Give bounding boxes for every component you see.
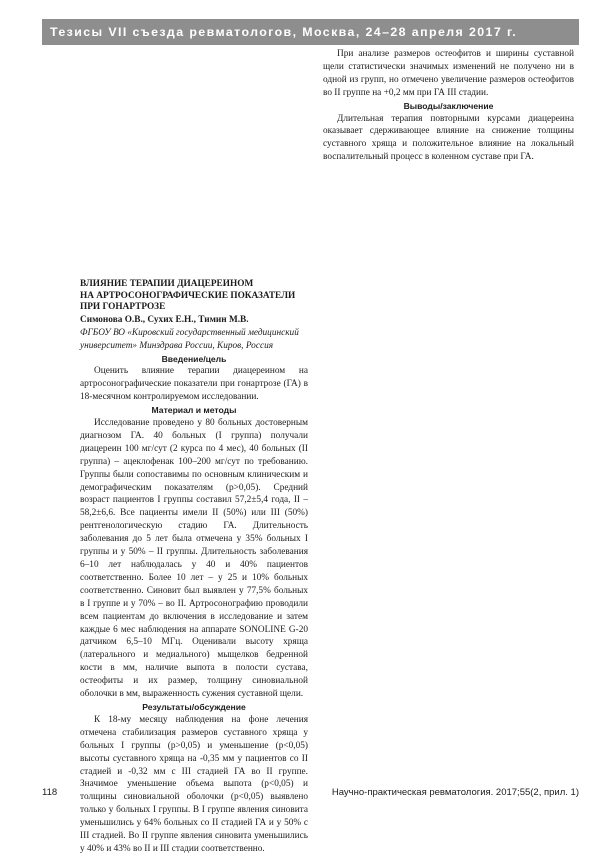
article-title-line: ВЛИЯНИЕ ТЕРАПИИ ДИАЦЕРЕИНОМ	[80, 279, 254, 289]
methods-text: Исследование проведено у 80 больных достоверным диагнозом ГА. 40 больных (I группа) получали диацереин 100 мг/сут (2 курса по 4 мес), 40 больных (II группа) – ацеклофенак 100–200 мг/сут по требованию. Группы были сопоставимы по основным клиническим и демографическим показателям (p>0,05). Средний возраст пациентов I группы составил 57,2±5,4 года, II –58,2±6,6. Все пациенты имели II (50%) или III (50%) рентгенологическую стадию ГА. Длительность заболевания до 5 лет была отмечена у 35% больных I группы и у 50% – II группы. Длительность заболевания 6–10 лет наблюдалась у 40 и 40% пациентов соответственно. Более 10 лет – у 25 и 10% больных соответственно. Синовит был выявлен у 77,5% больных в I группе и у 70% – во II. Артросонографию проводили всем пациентам до включения в исследование и затем каждые 6 мес наблюдения на аппарате SONOLINE G-20 датчиком 6,5–10 МГц. Оценивали высоту хряща (латерального и медиального) мыщелков бедренной кости в мм, наличие выпота в полости сустава, остеофиты и их размер, толщину синовиальной оболочки в мм, выраженность сужения суставной щели.	[80, 418, 308, 700]
conclusions-heading: Выводы/заключение	[403, 100, 494, 111]
header-banner: Тезисы VII съезда ревматологов, Москва, 24–28 апреля 2017 г.	[42, 19, 579, 45]
methods-heading: Материал и методы	[151, 405, 237, 416]
intro-heading: Введение/цель	[161, 353, 227, 364]
article-affiliation: ФГБОУ ВО «Кировский государственный медицинский университет» Минздрава России, Киров, Россия	[80, 327, 299, 351]
article-column	[80, 279, 308, 856]
conclusions-text: Длительная терапия повторными курсами диацереина оказывает сдерживающее влияние на снижение толщины суставного хряща и положительное влияние на локальный воспалительный процесс в коленном суставе при ГА.	[323, 113, 574, 163]
article-authors: Симонова О.В., Сухих Е.Н., Тимин М.В.	[80, 314, 249, 325]
journal-citation: Научно-практическая ревматология. 2017;55(2, прил. 1)	[331, 787, 579, 798]
page-number: 118	[42, 787, 58, 798]
osteophyte-paragraph: При анализе размеров остеофитов и ширины суставной щели статистически значимых изменений не получено ни в одной из групп, но отмечено увеличение размеров остеофитов во II группе на +0,2 мм при ГА III стадии.	[323, 49, 574, 98]
article-title-line: ПРИ ГОНАРТРОЗЕ	[80, 302, 166, 313]
article-title-line: НА АРТРОСОНОГРАФИЧЕСКИЕ ПОКАЗАТЕЛИ	[80, 290, 296, 301]
article-title	[80, 279, 308, 314]
right-column	[323, 48, 574, 164]
results-heading: Результаты/обсуждение	[142, 701, 246, 712]
results-text: К 18-му месяцу наблюдения на фоне лечения отмечена стабилизация размеров суставного хряща у больных I группы (p>0,05) и уменьшение (p<0,05) высоты суставного хряща на -0,35 мм у пациентов со II стадией и -0,32 мм с III стадией ГА во II группе. Значимое уменьшение объема выпота (p<0,05) и толщины синовиальной оболочки (p<0,05) выявлено только у больных I группы. В I группе явления синовита уменьшились у 64% больных со II стадией ГА и у 50% с III стадией. Во II группе явления синовита уменьшились у 40% и 43% во II и III стадии соответственно.	[80, 714, 308, 854]
intro-text: Оценить влияние терапии диацереином на артросонографические показатели при гонартрозе (ГА) в 18-месячном контролируемом исследовании.	[80, 366, 308, 403]
